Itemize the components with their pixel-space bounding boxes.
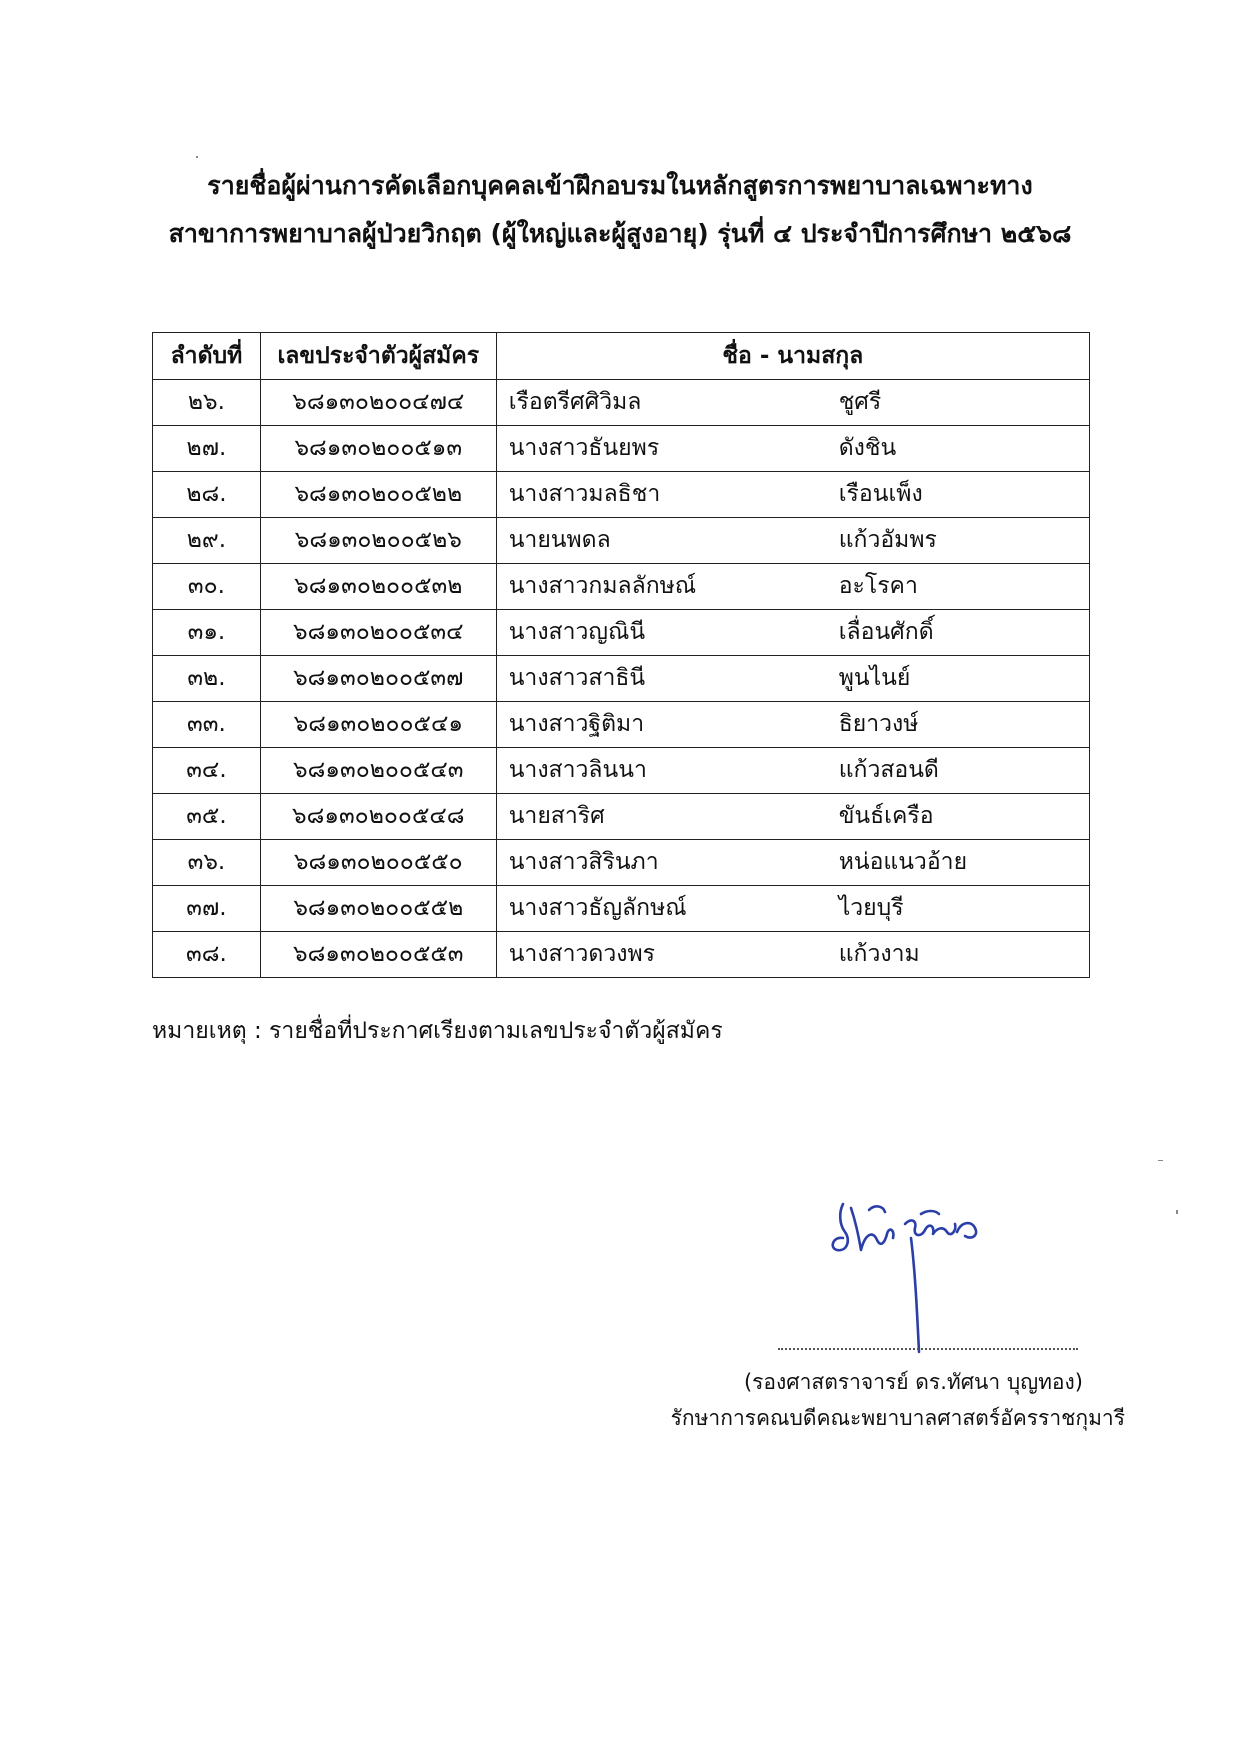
signature-dotted-line [778, 1348, 1078, 1350]
applicant-last-name: เลื่อนศักดิ์ [838, 619, 934, 645]
applicant-first-name: นางสาวสิรินภา [508, 849, 659, 875]
scan-speck [1158, 1160, 1163, 1161]
applicant-full-name [496, 380, 1089, 426]
row-number: ๓๔. [153, 748, 261, 794]
applicant-full-name [496, 794, 1089, 840]
footnote: หมายเหตุ : รายชื่อที่ประกาศเรียงตามเลขประจำตัวผู้สมัคร [152, 1018, 723, 1044]
applicant-first-name: นายสาริศ [508, 803, 605, 829]
applicant-full-name [496, 702, 1089, 748]
row-number: ๒๗. [153, 426, 261, 472]
scan-speck [196, 156, 198, 158]
applicant-full-name [496, 518, 1089, 564]
applicant-full-name [496, 610, 1089, 656]
table-row [153, 380, 1090, 426]
applicant-last-name: ธิยาวงษ์ [838, 711, 919, 737]
signatory-name: (รองศาสตราจารย์ ดร.ทัศนา บุญทอง) [743, 1370, 1083, 1394]
table-row [153, 518, 1090, 564]
applicant-first-name: นางสาวฐิติมา [508, 711, 645, 737]
table-row [153, 702, 1090, 748]
signatory-position: รักษาการคณบดีคณะพยาบาลศาสตร์อัครราชกุมารี [670, 1406, 1125, 1430]
applicant-first-name: นางสาวญณินี [508, 619, 646, 645]
applicant-last-name: แก้วสอนดี [838, 757, 939, 783]
table-row [153, 656, 1090, 702]
table-row [153, 794, 1090, 840]
applicant-id: ๖๘๑๓๐๒๐๐๕๓๔ [260, 610, 496, 656]
row-number: ๓๘. [153, 932, 261, 978]
row-number: ๓๓. [153, 702, 261, 748]
applicant-last-name: อะโรคา [838, 573, 918, 599]
applicant-full-name [496, 840, 1089, 886]
applicant-table [152, 332, 1090, 978]
column-header-full-name: ชื่อ - นามสกุล [496, 333, 1089, 380]
applicant-first-name: นางสาวลินนา [508, 757, 647, 783]
applicant-id: ๖๘๑๓๐๒๐๐๕๔๘ [260, 794, 496, 840]
applicant-id: ๖๘๑๓๐๒๐๐๕๔๓ [260, 748, 496, 794]
applicant-first-name: นางสาวมลธิชา [508, 481, 661, 507]
applicant-last-name: แก้วอัมพร [838, 527, 937, 553]
applicant-first-name: เรือตรีศศิวิมล [508, 389, 642, 415]
applicant-id: ๖๘๑๓๐๒๐๐๕๔๑ [260, 702, 496, 748]
row-number: ๓๑. [153, 610, 261, 656]
applicant-last-name: ชูศรี [838, 389, 882, 415]
table-row [153, 886, 1090, 932]
row-number: ๓๕. [153, 794, 261, 840]
applicant-id: ๖๘๑๓๐๒๐๐๕๑๓ [260, 426, 496, 472]
applicant-last-name: หน่อแนวอ้าย [838, 849, 968, 875]
applicant-last-name: ขันธ์เครือ [838, 803, 934, 829]
applicant-full-name [496, 932, 1089, 978]
handwritten-signature [825, 1180, 1025, 1360]
applicant-last-name: ไวยบุรี [838, 895, 904, 921]
row-number: ๒๖. [153, 380, 261, 426]
table-row [153, 840, 1090, 886]
applicant-id: ๖๘๑๓๐๒๐๐๕๒๒ [260, 472, 496, 518]
applicant-id: ๖๘๑๓๐๒๐๐๕๕๐ [260, 840, 496, 886]
applicant-id: ๖๘๑๓๐๒๐๐๕๒๖ [260, 518, 496, 564]
row-number: ๒๘. [153, 472, 261, 518]
applicant-last-name: เรือนเพ็ง [838, 481, 923, 507]
applicant-full-name [496, 886, 1089, 932]
applicant-first-name: นายนพดล [508, 527, 611, 553]
applicant-id: ๖๘๑๓๐๒๐๐๕๕๓ [260, 932, 496, 978]
applicant-first-name: นางสาวดวงพร [508, 941, 656, 967]
applicant-full-name [496, 656, 1089, 702]
applicant-first-name: นางสาวสาธินี [508, 665, 646, 691]
scan-speck [1176, 1210, 1178, 1214]
applicant-first-name: นางสาวกมลลักษณ์ [508, 573, 697, 599]
applicant-last-name: แก้วงาม [838, 941, 920, 967]
row-number: ๒๙. [153, 518, 261, 564]
applicant-first-name: นางสาวธันยพร [508, 435, 660, 461]
applicant-id: ๖๘๑๓๐๒๐๐๕๓๒ [260, 564, 496, 610]
row-number: ๓๒. [153, 656, 261, 702]
applicant-full-name [496, 564, 1089, 610]
applicant-last-name: ดังชิน [838, 435, 897, 461]
row-number: ๓๗. [153, 886, 261, 932]
signature-strokes [833, 1204, 976, 1352]
document-title-line-2: สาขาการพยาบาลผู้ป่วยวิกฤต (ผู้ใหญ่และผู้สูงอายุ) รุ่นที่ ๔ ประจำปีการศึกษา ๒๕๖๘ [168, 219, 1072, 248]
applicant-id: ๖๘๑๓๐๒๐๐๔๗๔ [260, 380, 496, 426]
table-row [153, 426, 1090, 472]
column-header-applicant-id: เลขประจำตัวผู้สมัคร [260, 333, 496, 380]
row-number: ๓๐. [153, 564, 261, 610]
applicant-full-name [496, 472, 1089, 518]
applicant-id: ๖๘๑๓๐๒๐๐๕๕๒ [260, 886, 496, 932]
column-header-number: ลำดับที่ [153, 333, 261, 380]
table-row [153, 610, 1090, 656]
table-row [153, 748, 1090, 794]
table-row [153, 564, 1090, 610]
table-row [153, 932, 1090, 978]
row-number: ๓๖. [153, 840, 261, 886]
table-header-row [153, 333, 1090, 380]
document-title-line-1: รายชื่อผู้ผ่านการคัดเลือกบุคคลเข้าฝึกอบรมในหลักสูตรการพยาบาลเฉพาะทาง [207, 171, 1033, 200]
applicant-last-name: พูนไนย์ [838, 665, 911, 691]
applicant-full-name [496, 748, 1089, 794]
table-row [153, 472, 1090, 518]
applicant-first-name: นางสาวธัญลักษณ์ [508, 895, 687, 921]
applicant-id: ๖๘๑๓๐๒๐๐๕๓๗ [260, 656, 496, 702]
applicant-full-name [496, 426, 1089, 472]
